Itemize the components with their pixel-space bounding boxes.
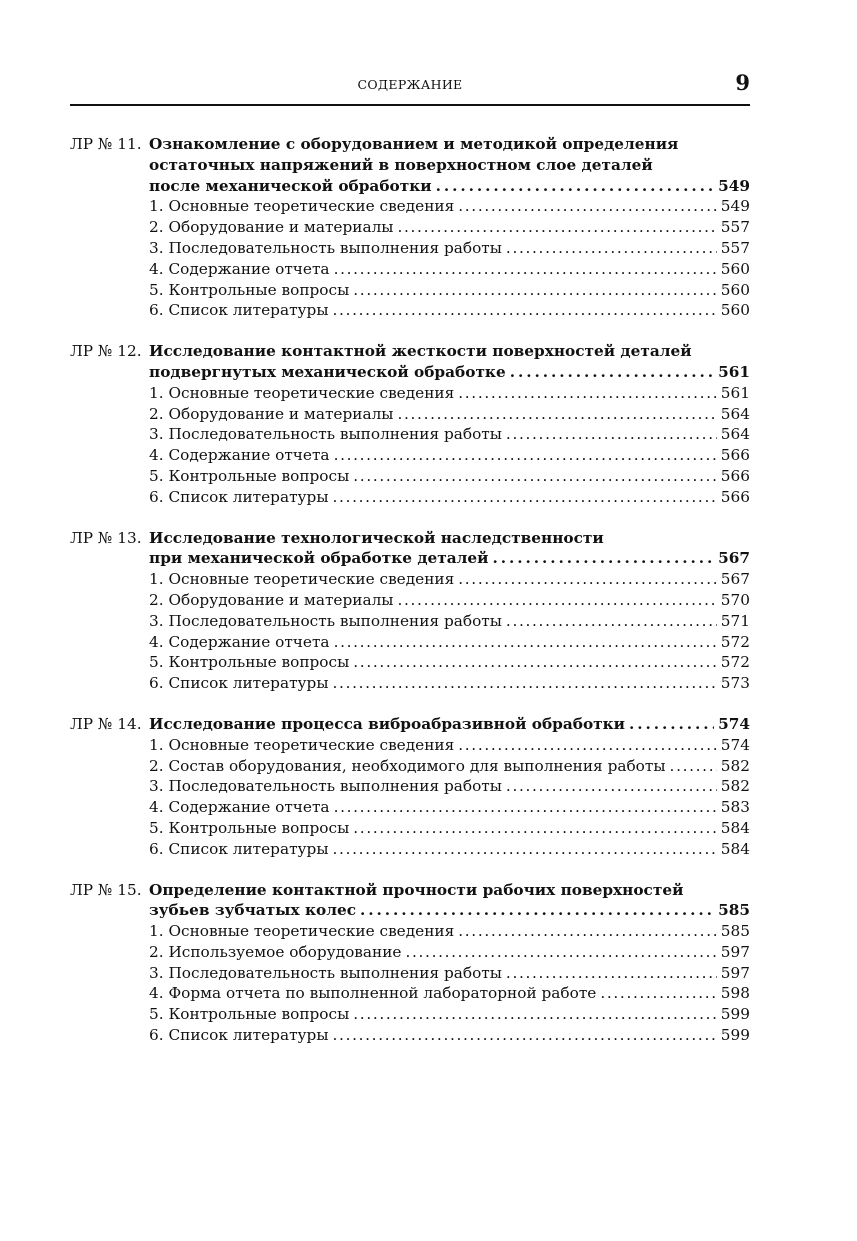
table-of-contents [70, 134, 750, 1066]
title-fill [149, 548, 750, 569]
indent [70, 466, 149, 487]
lab-title-line: Исследование технологической наследственности [149, 528, 604, 547]
item-text: 6. Список литературы [149, 301, 329, 320]
header-title: СОДЕРЖАНИЕ [357, 77, 463, 92]
indent [70, 632, 149, 653]
page-number: 599 [720, 1026, 750, 1045]
indent [70, 818, 149, 839]
indent [70, 652, 149, 673]
page-number: 549 [718, 176, 750, 195]
item-text: 6. Список литературы [149, 674, 329, 693]
dot-leader [330, 632, 717, 653]
item-fill [149, 1025, 750, 1046]
indent [70, 383, 149, 404]
dot-leader [666, 756, 717, 777]
toc-item[interactable] [70, 632, 750, 653]
item-text: 6. Список литературы [149, 487, 329, 506]
page-number: 567 [720, 570, 750, 589]
item-fill [149, 776, 750, 797]
page-number: 564 [720, 425, 750, 444]
page-number: 597 [720, 963, 750, 982]
item-fill [149, 735, 750, 756]
item-fill [149, 818, 750, 839]
toc-section [70, 134, 750, 321]
item-text: 3. Последовательность выполнения работы [149, 963, 502, 982]
page-number: 561 [718, 362, 750, 381]
toc-item[interactable] [70, 797, 750, 818]
page-number: 584 [720, 818, 750, 837]
lab-number-label: ЛР № 13. [70, 528, 142, 547]
item-text: 2. Оборудование и материалы [149, 590, 394, 609]
page-number: 597 [720, 942, 750, 961]
dot-leader [329, 487, 717, 508]
dot-leader [329, 300, 717, 321]
dot-leader [401, 942, 716, 963]
lab-number-label: ЛР № 15. [70, 880, 142, 899]
dot-leader [330, 445, 717, 466]
toc-entry-title-row[interactable] [70, 362, 750, 383]
page-number: 583 [720, 798, 750, 817]
dot-leader [393, 217, 716, 238]
dot-leader [454, 921, 717, 942]
toc-item[interactable] [70, 776, 750, 797]
toc-item[interactable] [70, 673, 750, 694]
item-fill [149, 797, 750, 818]
indent [70, 590, 149, 611]
item-text: 5. Контрольные вопросы [149, 1005, 350, 1024]
page-number: 584 [720, 839, 750, 858]
lab-title-line: зубьев зубчатых колес [149, 901, 357, 920]
item-fill [149, 466, 750, 487]
lab-number-label [70, 548, 149, 569]
item-fill [149, 487, 750, 508]
indent [70, 735, 149, 756]
item-fill [149, 424, 750, 445]
page-number: 572 [720, 632, 750, 651]
page-number: 560 [720, 301, 750, 320]
page-number: 566 [720, 487, 750, 506]
item-fill [149, 569, 750, 590]
page-number: 560 [720, 259, 750, 278]
item-text: 4. Форма отчета по выполненной лабораторной работе [149, 984, 597, 1003]
toc-section [70, 341, 750, 507]
item-text: 4. Содержание отчета [149, 446, 330, 465]
indent [70, 280, 149, 301]
item-fill [149, 921, 750, 942]
dot-leader [329, 1025, 717, 1046]
toc-item[interactable] [70, 921, 750, 942]
toc-item[interactable] [70, 569, 750, 590]
title-fill [149, 176, 750, 197]
dot-leader [330, 797, 717, 818]
item-text: 2. Состав оборудования, необходимого для выполнения работы [149, 756, 666, 775]
dot-leader [349, 818, 717, 839]
dot-leader [349, 466, 717, 487]
item-fill [149, 1004, 750, 1025]
indent [70, 1025, 149, 1046]
item-text: 2. Оборудование и материалы [149, 218, 394, 237]
page-number: 564 [720, 404, 750, 423]
item-fill [149, 238, 750, 259]
item-text: 3. Последовательность выполнения работы [149, 611, 502, 630]
toc-entry-title-row[interactable] [70, 176, 750, 197]
lab-title-line: Исследование контактной жесткости поверхностей деталей [149, 342, 692, 361]
page-number: 573 [720, 674, 750, 693]
toc-item[interactable] [70, 445, 750, 466]
dot-leader [502, 963, 717, 984]
toc-item[interactable] [70, 404, 750, 425]
toc-item[interactable] [70, 818, 750, 839]
item-fill [149, 983, 750, 1004]
item-text: 5. Контрольные вопросы [149, 466, 350, 485]
indent [70, 196, 149, 217]
toc-item[interactable] [70, 1025, 750, 1046]
toc-item[interactable] [70, 590, 750, 611]
toc-item[interactable] [70, 1004, 750, 1025]
dot-leader [502, 776, 717, 797]
indent [70, 445, 149, 466]
indent [70, 921, 149, 942]
indent [70, 673, 149, 694]
page-number: 570 [720, 590, 750, 609]
indent [70, 424, 149, 445]
indent [70, 839, 149, 860]
dot-leader [489, 548, 715, 569]
item-fill [149, 756, 750, 777]
item-fill [149, 632, 750, 653]
item-fill [149, 217, 750, 238]
page-number: 566 [720, 466, 750, 485]
lab-number-label [70, 155, 149, 176]
page-number: 567 [718, 549, 750, 568]
dot-leader [502, 424, 717, 445]
item-text: 6. Список литературы [149, 839, 329, 858]
dot-leader [349, 280, 717, 301]
dot-leader [393, 590, 716, 611]
indent [70, 404, 149, 425]
dot-leader [356, 900, 714, 921]
page-number: 585 [718, 901, 750, 920]
item-text: 5. Контрольные вопросы [149, 818, 350, 837]
page-number: 572 [720, 653, 750, 672]
toc-entry-title-line [70, 880, 750, 901]
dot-leader [349, 652, 717, 673]
indent [70, 217, 149, 238]
dot-leader [625, 714, 714, 735]
toc-item[interactable] [70, 280, 750, 301]
item-fill [149, 673, 750, 694]
item-text: 5. Контрольные вопросы [149, 653, 350, 672]
indent [70, 942, 149, 963]
page-number: 582 [720, 756, 750, 775]
lab-number-label: ЛР № 11. [70, 135, 142, 153]
dot-leader [454, 735, 717, 756]
toc-item[interactable] [70, 196, 750, 217]
title-fill [149, 362, 750, 383]
dot-leader [502, 611, 717, 632]
toc-item[interactable] [70, 983, 750, 1004]
lab-title-line: Исследование процесса виброабразивной обработки [149, 714, 626, 733]
toc-entry-title-line [70, 341, 750, 362]
lab-number-label [70, 176, 149, 197]
page-number: 557 [720, 238, 750, 257]
dot-leader [393, 404, 716, 425]
toc-item[interactable] [70, 466, 750, 487]
page-number: 598 [720, 984, 750, 1003]
toc-item[interactable] [70, 756, 750, 777]
item-text: 3. Последовательность выполнения работы [149, 777, 502, 796]
indent [70, 776, 149, 797]
indent [70, 983, 149, 1004]
indent [70, 300, 149, 321]
toc-item[interactable] [70, 259, 750, 280]
toc-item[interactable] [70, 735, 750, 756]
item-text: 5. Контрольные вопросы [149, 280, 350, 299]
toc-item[interactable] [70, 217, 750, 238]
page-number: 582 [720, 777, 750, 796]
lab-title-line: остаточных напряжений в поверхностном слое деталей [149, 155, 653, 174]
item-text: 2. Оборудование и материалы [149, 404, 394, 423]
toc-item[interactable] [70, 238, 750, 259]
item-text: 6. Список литературы [149, 1026, 329, 1045]
item-fill [149, 445, 750, 466]
indent [70, 797, 149, 818]
dot-leader [329, 673, 717, 694]
item-fill [149, 963, 750, 984]
page-number: 574 [718, 714, 750, 733]
indent [70, 611, 149, 632]
dot-leader [506, 362, 714, 383]
indent [70, 1004, 149, 1025]
lab-title-line: Определение контактной прочности рабочих поверхностей [149, 880, 684, 899]
dot-leader [329, 839, 717, 860]
dot-leader [454, 383, 717, 404]
lab-number-label [70, 362, 149, 383]
toc-item[interactable] [70, 424, 750, 445]
toc-item[interactable] [70, 383, 750, 404]
lab-title-line: при механической обработке деталей [149, 549, 489, 568]
lab-number-label: ЛР № 14. [70, 714, 142, 733]
page-number: 561 [720, 383, 750, 402]
item-fill [149, 652, 750, 673]
indent [70, 259, 149, 280]
item-fill [149, 404, 750, 425]
toc-entry-title-line [70, 134, 750, 155]
toc-item[interactable] [70, 300, 750, 321]
item-text: 4. Содержание отчета [149, 798, 330, 817]
item-text: 1. Основные теоретические сведения [149, 383, 455, 402]
page-number: 557 [720, 218, 750, 237]
item-fill [149, 259, 750, 280]
title-fill [149, 900, 750, 921]
lab-title-line: после механической обработки [149, 176, 432, 195]
dot-leader [596, 983, 716, 1004]
toc-entry-title-line [70, 528, 750, 549]
toc-item[interactable] [70, 839, 750, 860]
indent [70, 756, 149, 777]
dot-leader [454, 569, 717, 590]
page-number: 566 [720, 446, 750, 465]
item-fill [149, 300, 750, 321]
item-text: 1. Основные теоретические сведения [149, 570, 455, 589]
toc-entry-title-line [70, 155, 750, 176]
page-number: 574 [720, 735, 750, 754]
page-number: 571 [720, 611, 750, 630]
item-fill [149, 383, 750, 404]
dot-leader [330, 259, 717, 280]
item-fill [149, 196, 750, 217]
dot-leader [349, 1004, 717, 1025]
dot-leader [454, 196, 717, 217]
item-text: 2. Используемое оборудование [149, 942, 402, 961]
indent [70, 963, 149, 984]
item-fill [149, 280, 750, 301]
toc-entry-title-row[interactable] [70, 548, 750, 569]
indent [70, 238, 149, 259]
item-text: 3. Последовательность выполнения работы [149, 425, 502, 444]
header-page-number: 9 [735, 70, 750, 95]
item-text: 1. Основные теоретические сведения [149, 735, 455, 754]
item-fill [149, 611, 750, 632]
indent [70, 487, 149, 508]
dot-leader [502, 238, 717, 259]
item-text: 4. Содержание отчета [149, 632, 330, 651]
running-header [70, 68, 750, 106]
page-number: 549 [720, 197, 750, 216]
page-number: 599 [720, 1005, 750, 1024]
item-text: 3. Последовательность выполнения работы [149, 238, 502, 257]
toc-item[interactable] [70, 652, 750, 673]
indent [70, 569, 149, 590]
toc-item[interactable] [70, 942, 750, 963]
lab-number-label [70, 900, 149, 921]
lab-number-label: ЛР № 12. [70, 342, 142, 361]
item-text: 1. Основные теоретические сведения [149, 922, 455, 941]
item-text: 1. Основные теоретические сведения [149, 197, 455, 216]
toc-item[interactable] [70, 487, 750, 508]
item-fill [149, 590, 750, 611]
dot-leader [432, 176, 714, 197]
toc-entry-title-row[interactable] [70, 714, 750, 735]
item-fill [149, 839, 750, 860]
toc-entry-title-row[interactable] [70, 900, 750, 921]
toc-section [70, 880, 750, 1046]
item-text: 4. Содержание отчета [149, 259, 330, 278]
lab-title-line: Ознакомление с оборудованием и методикой определения [149, 135, 679, 153]
title-fill [149, 714, 750, 735]
toc-section [70, 528, 750, 694]
toc-item[interactable] [70, 963, 750, 984]
toc-item[interactable] [70, 611, 750, 632]
lab-title-line: подвергнутых механической обработке [149, 362, 506, 381]
page-number: 560 [720, 280, 750, 299]
item-fill [149, 942, 750, 963]
toc-section [70, 714, 750, 860]
page-number: 585 [720, 922, 750, 941]
